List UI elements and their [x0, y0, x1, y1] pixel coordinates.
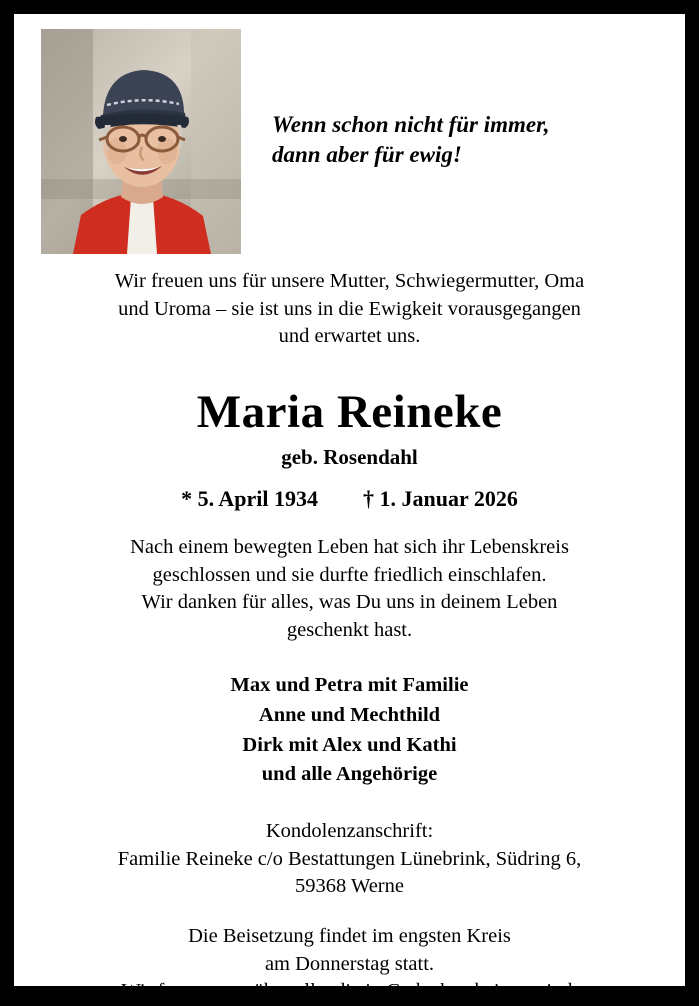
- intro-line-2: und Uroma – sie ist uns in die Ewigkeit vorausgegangen: [118, 297, 581, 320]
- memorial-line-1: Nach einem bewegten Leben hat sich ihr Lebenskreis: [130, 535, 569, 558]
- portrait-photo: [41, 29, 241, 254]
- family-line-1: Max und Petra mit Familie: [230, 674, 469, 697]
- family-line-3: Dirk mit Alex und Kathi: [242, 733, 457, 756]
- memorial-line-4: geschenkt hast.: [286, 619, 413, 642]
- memorial-text: [40, 534, 659, 646]
- condolence-label: Kondolenzanschrift:: [265, 820, 434, 843]
- portrait-image: [41, 29, 241, 254]
- birth-date: * 5. April 1934: [181, 485, 319, 511]
- death-date: † 1. Januar 2026: [363, 485, 518, 511]
- memorial-line-3: Wir danken für alles, was Du uns in deinem Leben: [141, 591, 558, 614]
- funeral-line-2: am Donnerstag statt.: [264, 952, 435, 975]
- family-line-4: und alle Angehörige: [261, 763, 438, 786]
- obituary-notice: [14, 14, 685, 1003]
- intro-line-3: und erwartet uns.: [278, 325, 421, 348]
- memorial-line-2: geschlossen und sie durfte friedlich einschlafen.: [152, 563, 547, 586]
- condolence-line-2: 59368 Werne: [295, 875, 404, 898]
- funeral-line-3: Wir freuen uns, über alle, die in Gedanken bei uns sind.: [121, 980, 578, 1003]
- motto-line-2: dann aber für ewig!: [272, 142, 462, 168]
- motto-text: [272, 110, 672, 171]
- life-dates: [40, 486, 659, 512]
- maiden-name: geb. Rosendahl: [281, 444, 418, 469]
- funeral-line-1: Die Beisetzung findet im engsten Kreis: [188, 925, 511, 948]
- motto-line-1: Wenn schon nicht für immer,: [272, 112, 550, 137]
- family-list: [40, 671, 659, 790]
- intro-line-1: Wir freuen uns für unsere Mutter, Schwiegermutter, Oma: [114, 270, 585, 292]
- condolence-line-1: Familie Reineke c/o Bestattungen Lünebrink, Südring 6,: [117, 847, 582, 870]
- intro-text: [40, 268, 659, 351]
- funeral-info: [40, 923, 659, 1006]
- deceased-name: Maria Reineke: [196, 386, 503, 439]
- notice-body: [14, 268, 685, 1006]
- condolence-address: [40, 818, 659, 901]
- family-line-2: Anne und Mechthild: [258, 703, 441, 726]
- header-area: [14, 14, 685, 254]
